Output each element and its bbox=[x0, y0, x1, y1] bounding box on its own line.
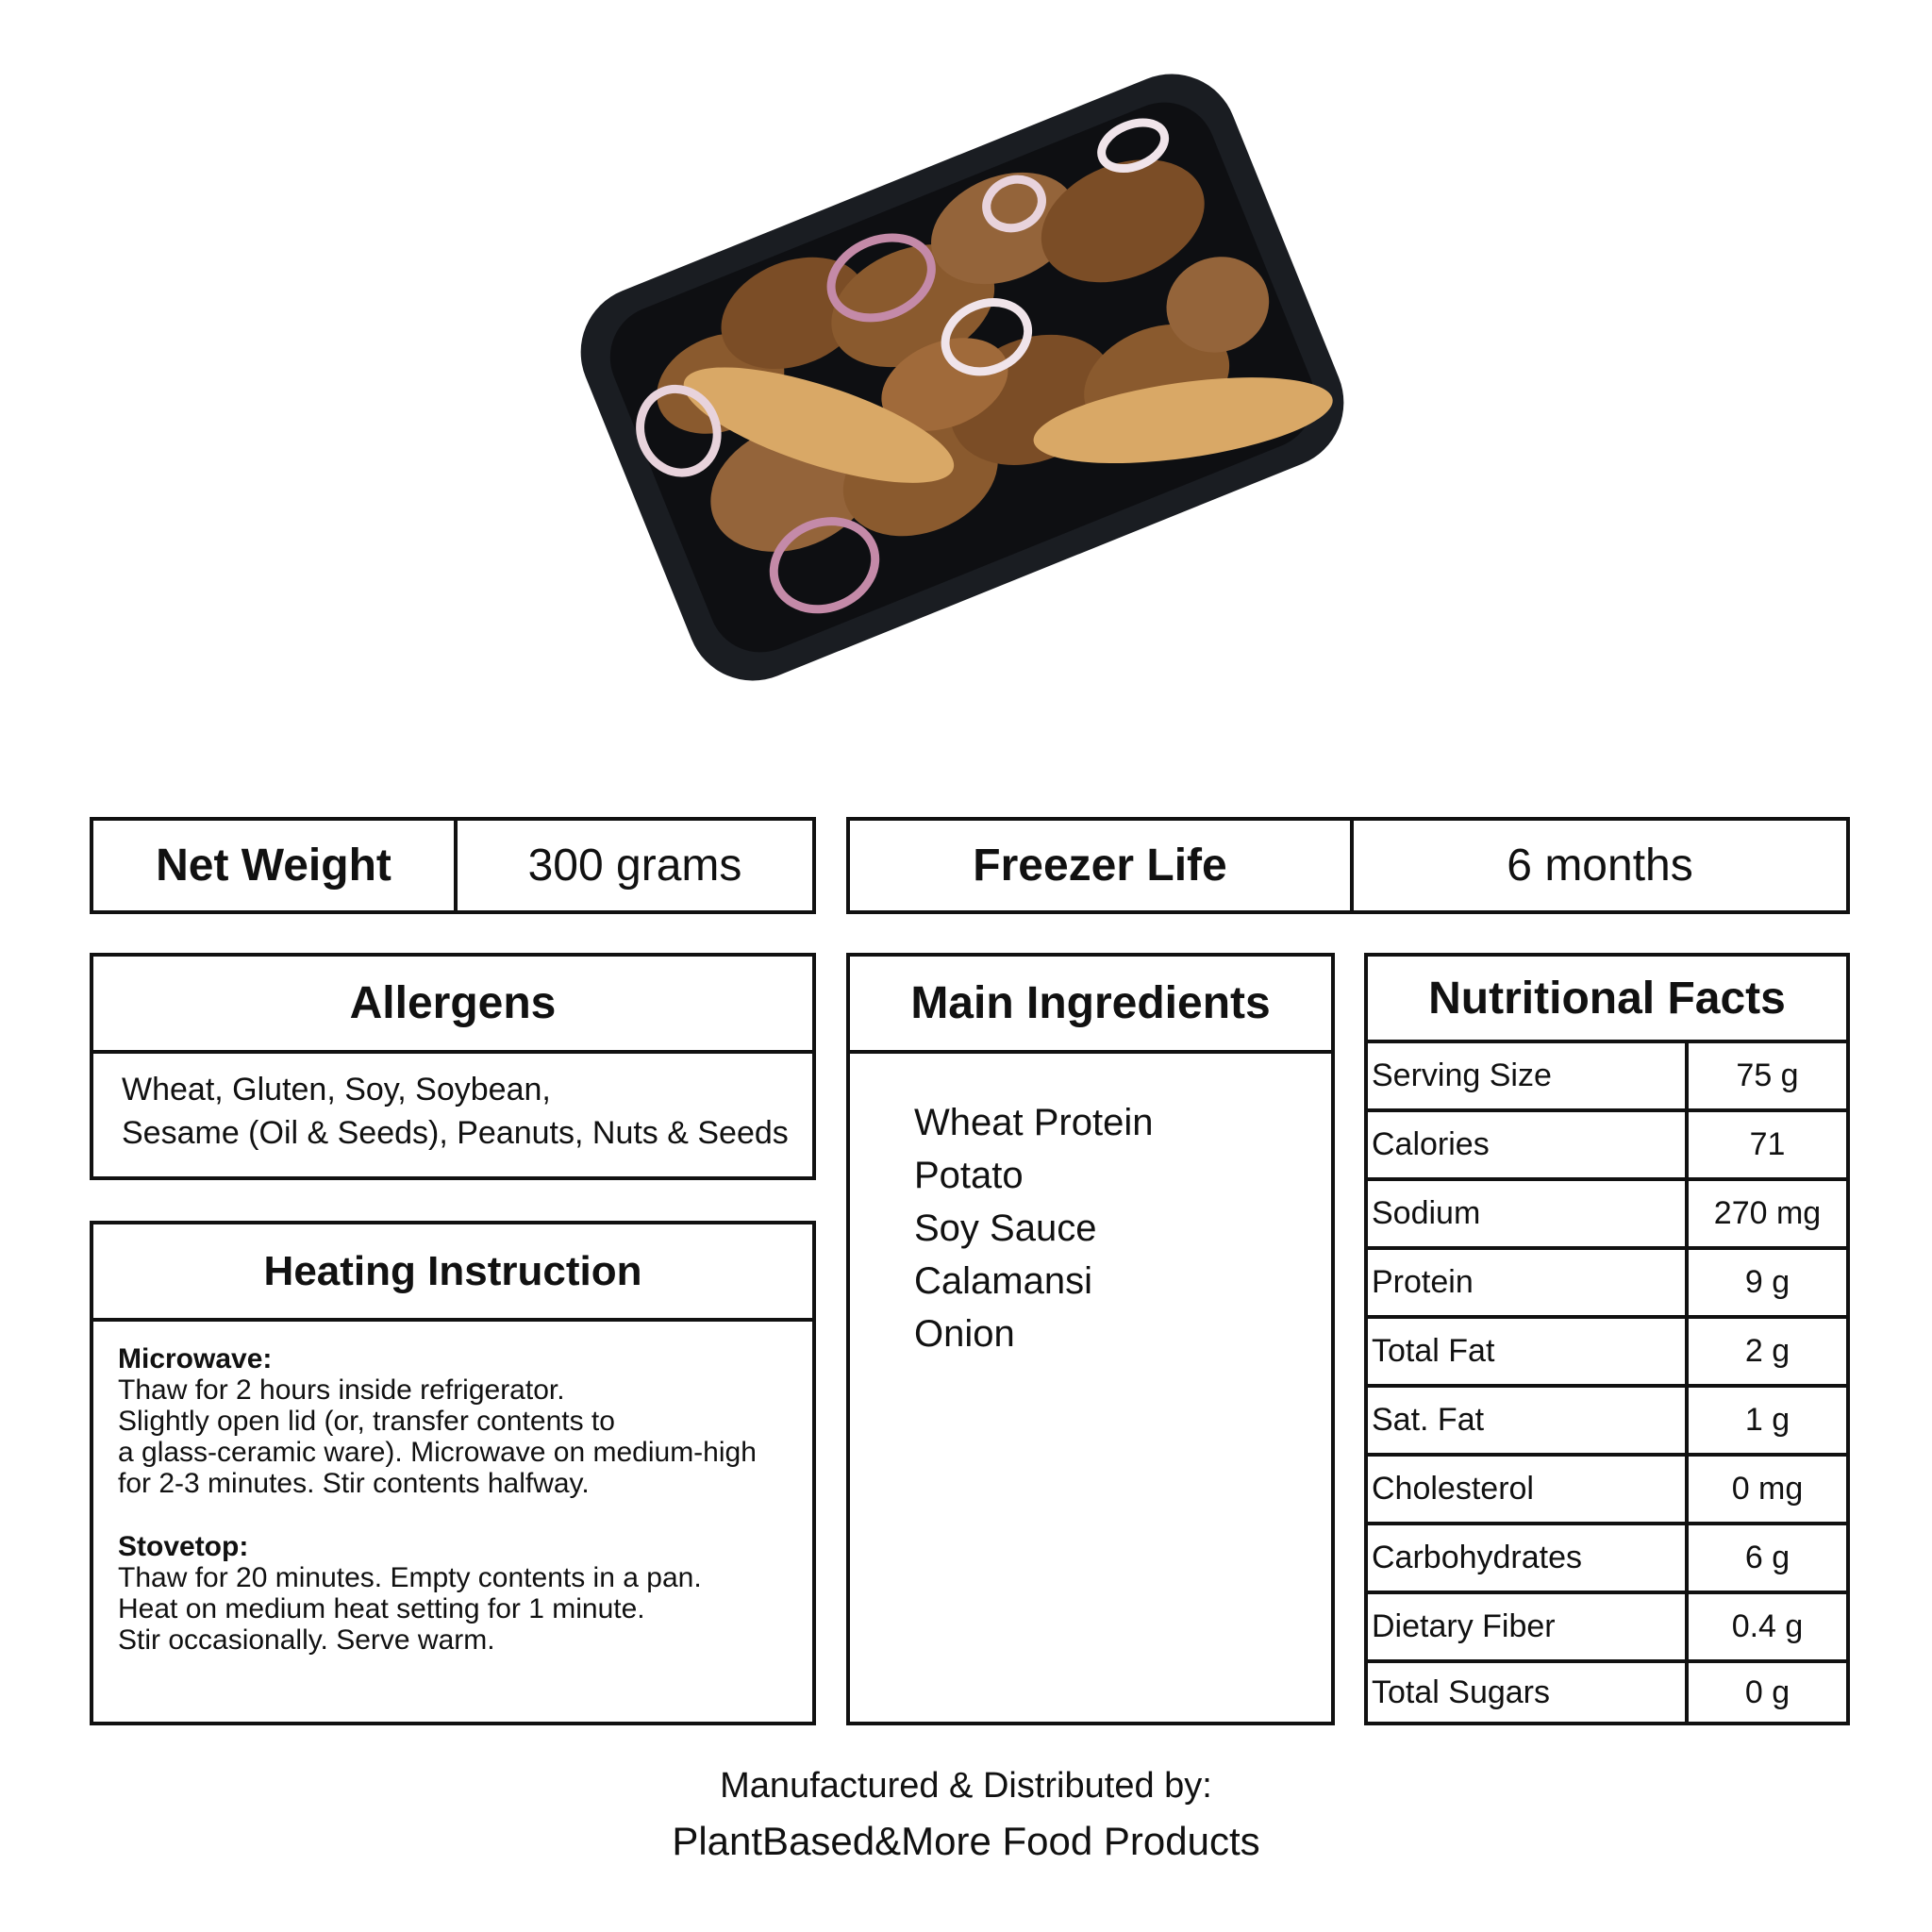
microwave-line: Slightly open lid (or, transfer contents to bbox=[118, 1406, 615, 1437]
nutrition-row bbox=[1368, 1181, 1846, 1250]
nutrition-label: Sodium bbox=[1372, 1195, 1481, 1231]
nutrition-facts-box bbox=[1364, 953, 1850, 1725]
nutrition-label: Total Fat bbox=[1372, 1333, 1495, 1369]
product-photo bbox=[528, 9, 1396, 745]
nutrition-row bbox=[1368, 1043, 1846, 1112]
nutrition-value: 1 g bbox=[1685, 1388, 1846, 1453]
nutrition-value: 0.4 g bbox=[1685, 1594, 1846, 1659]
freezer-life-label: Freezer Life bbox=[973, 841, 1227, 891]
manufacturer-name: PlantBased&More Food Products bbox=[672, 1819, 1260, 1863]
nutrition-value: 0 g bbox=[1685, 1663, 1846, 1722]
allergens-list bbox=[122, 1068, 789, 1155]
nutrition-row bbox=[1368, 1525, 1846, 1594]
main-ingredients-box bbox=[846, 953, 1335, 1725]
ingredient-item: Calamansi bbox=[914, 1260, 1092, 1302]
stovetop-title: Stovetop: bbox=[118, 1531, 249, 1562]
microwave-line: for 2-3 minutes. Stir contents halfway. bbox=[118, 1468, 590, 1499]
stovetop-line: Heat on medium heat setting for 1 minute. bbox=[118, 1593, 645, 1624]
nutrition-value: 9 g bbox=[1685, 1250, 1846, 1315]
ingredients-title: Main Ingredients bbox=[850, 957, 1331, 1054]
ingredient-item: Wheat Protein bbox=[914, 1102, 1154, 1143]
heating-instruction-box bbox=[90, 1221, 816, 1725]
net-weight-box bbox=[90, 817, 816, 914]
allergens-box bbox=[90, 953, 816, 1180]
nutrition-row bbox=[1368, 1457, 1846, 1525]
nutrition-title: Nutritional Facts bbox=[1368, 957, 1846, 1043]
microwave-title: Microwave: bbox=[118, 1343, 273, 1374]
ingredient-item: Soy Sauce bbox=[914, 1208, 1097, 1249]
allergens-line: Sesame (Oil & Seeds), Peanuts, Nuts & Seeds bbox=[122, 1115, 789, 1151]
net-weight-value: 300 grams bbox=[527, 841, 742, 891]
microwave-line: Thaw for 2 hours inside refrigerator. bbox=[118, 1374, 565, 1406]
nutrition-row bbox=[1368, 1250, 1846, 1319]
nutrition-value: 270 mg bbox=[1685, 1181, 1846, 1246]
net-weight-label: Net Weight bbox=[156, 841, 391, 891]
nutrition-row bbox=[1368, 1319, 1846, 1388]
stovetop-line: Stir occasionally. Serve warm. bbox=[118, 1624, 495, 1656]
heating-body bbox=[118, 1343, 757, 1656]
stovetop-line: Thaw for 20 minutes. Empty contents in a pan. bbox=[118, 1562, 702, 1593]
allergens-line: Wheat, Gluten, Soy, Soybean, bbox=[122, 1072, 551, 1108]
nutrition-row bbox=[1368, 1388, 1846, 1457]
nutrition-label: Cholesterol bbox=[1372, 1471, 1534, 1507]
nutrition-value: 2 g bbox=[1685, 1319, 1846, 1384]
heating-title: Heating Instruction bbox=[93, 1224, 812, 1322]
nutrition-row bbox=[1368, 1663, 1846, 1722]
nutrition-label: Calories bbox=[1372, 1126, 1490, 1162]
nutrition-label: Carbohydrates bbox=[1372, 1540, 1583, 1575]
nutrition-label: Dietary Fiber bbox=[1372, 1608, 1556, 1644]
manufacturer-caption: Manufactured & Distributed by: bbox=[720, 1766, 1212, 1806]
microwave-line: a glass-ceramic ware). Microwave on medium-high bbox=[118, 1437, 757, 1468]
nutrition-label: Total Sugars bbox=[1372, 1674, 1550, 1710]
freezer-life-value: 6 months bbox=[1507, 841, 1693, 891]
freezer-life-box bbox=[846, 817, 1850, 914]
nutrition-row bbox=[1368, 1594, 1846, 1663]
nutrition-label: Serving Size bbox=[1372, 1058, 1552, 1093]
allergens-title: Allergens bbox=[93, 957, 812, 1054]
nutrition-row bbox=[1368, 1112, 1846, 1181]
nutrition-value: 71 bbox=[1685, 1112, 1846, 1177]
ingredients-list bbox=[914, 1096, 1153, 1360]
nutrition-label: Sat. Fat bbox=[1372, 1402, 1485, 1438]
nutrition-value: 0 mg bbox=[1685, 1457, 1846, 1522]
ingredient-item: Potato bbox=[914, 1155, 1024, 1196]
nutrition-value: 75 g bbox=[1685, 1043, 1846, 1108]
ingredient-item: Onion bbox=[914, 1313, 1015, 1355]
nutrition-value: 6 g bbox=[1685, 1525, 1846, 1591]
nutrition-label: Protein bbox=[1372, 1264, 1474, 1300]
